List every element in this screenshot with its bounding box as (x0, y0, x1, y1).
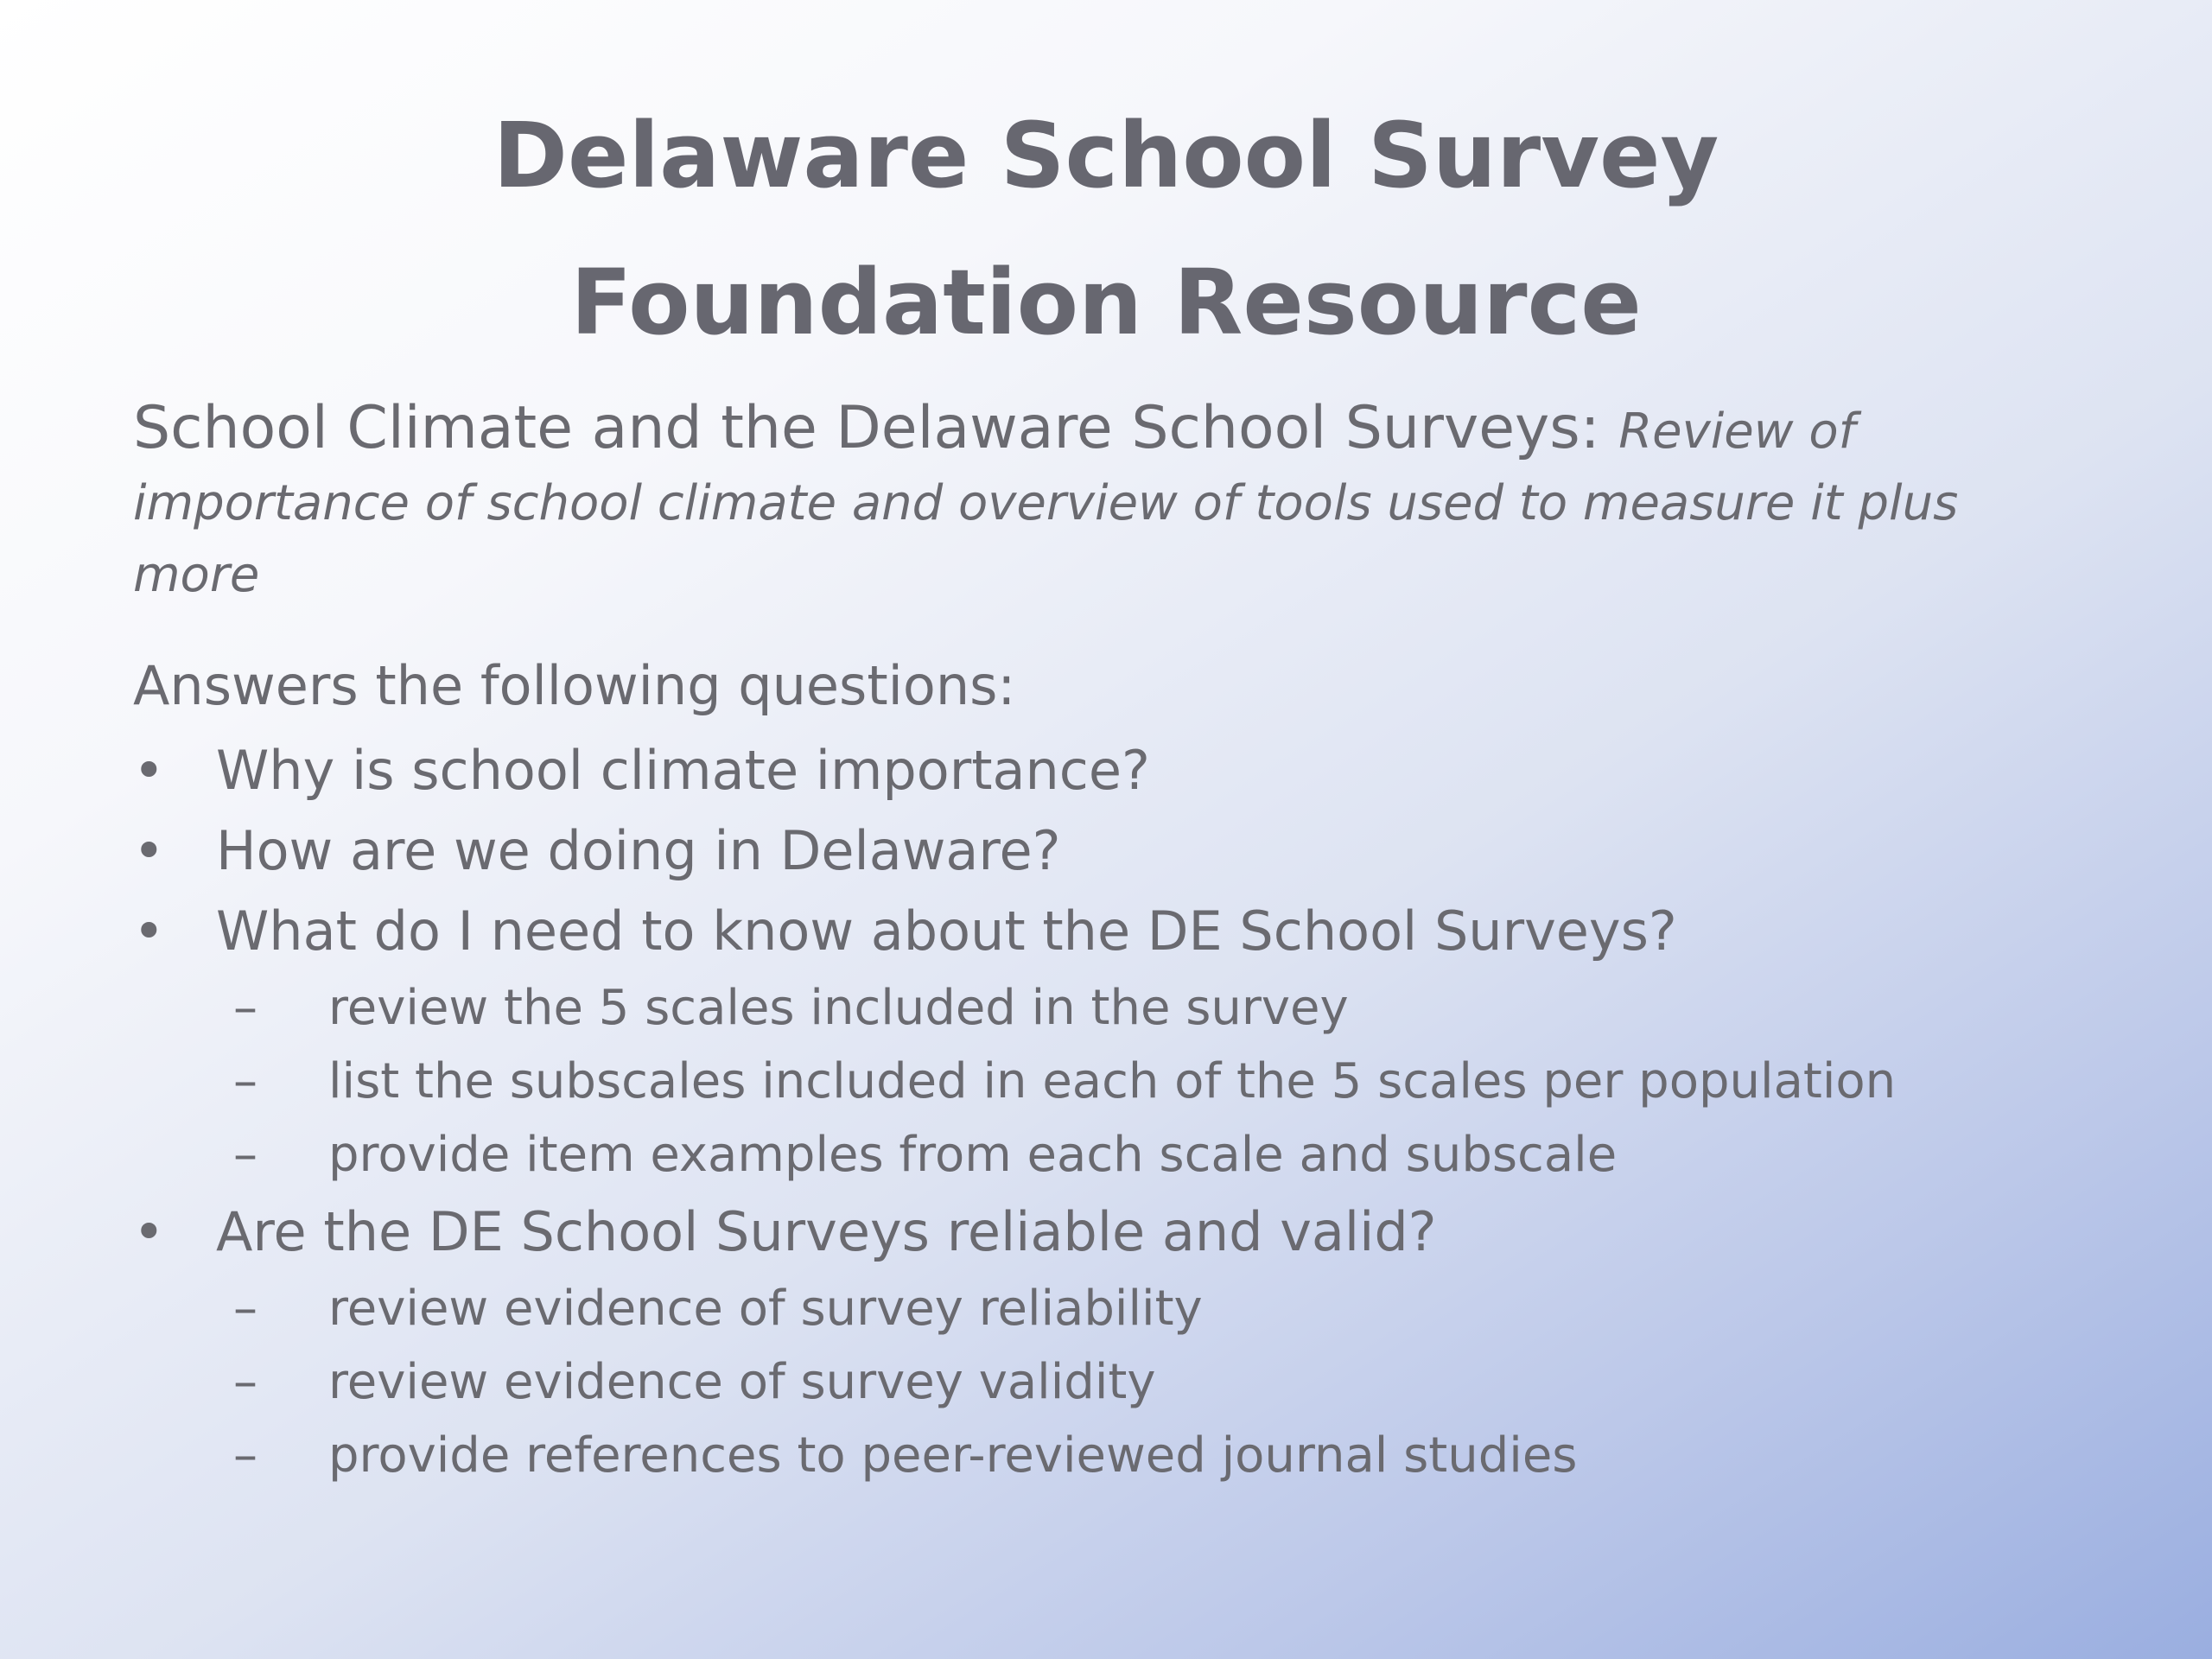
slide-title (0, 82, 2212, 376)
sub-item (233, 1419, 2120, 1492)
question-item (133, 1192, 2120, 1492)
sub-item-text: review evidence of survey reliability (328, 1281, 1203, 1337)
question-item (133, 891, 2120, 1192)
bullet-icon: • (133, 899, 165, 963)
slide-title-line-2: Foundation Resource (570, 250, 1642, 355)
sub-item (233, 1118, 2120, 1192)
sub-item-text: provide item examples from each scale and subscale (328, 1127, 1618, 1183)
dash-icon: – (233, 1053, 257, 1109)
intro-description: Review of importance of school climate and overview of tools used to measure it plus more (133, 404, 1959, 603)
dash-icon: – (233, 1354, 257, 1410)
sub-item-text: review evidence of survey validity (328, 1354, 1156, 1410)
sub-item-text: review the 5 scales included in the survey (328, 980, 1349, 1036)
sub-list (216, 1272, 2120, 1492)
dash-icon: – (233, 980, 257, 1036)
bullet-icon: • (133, 1200, 165, 1263)
questions-list (133, 730, 2120, 1492)
question-text: Are the DE School Surveys reliable and valid? (216, 1200, 1437, 1263)
slide-title-line-1: Delaware School Survey (493, 103, 1719, 208)
sub-item-text: provide references to peer-reviewed journal studies (328, 1427, 1578, 1484)
question-item (133, 810, 2120, 891)
intro-paragraph (133, 393, 2077, 608)
bullet-icon: • (133, 819, 165, 882)
sub-item (233, 1345, 2120, 1419)
answers-heading: Answers the following questions: (133, 654, 1016, 717)
question-text: Why is school climate importance? (216, 739, 1150, 802)
sub-item-text: list the subscales included in each of the 5 scales per population (328, 1053, 1897, 1109)
question-text: What do I need to know about the DE School Surveys? (216, 899, 1677, 963)
bullet-icon: • (133, 739, 165, 802)
dash-icon: – (233, 1427, 257, 1484)
dash-icon: – (233, 1281, 257, 1337)
dash-icon: – (233, 1127, 257, 1183)
question-text: How are we doing in Delaware? (216, 819, 1061, 882)
question-item (133, 730, 2120, 810)
sub-item (233, 1045, 2120, 1118)
sub-list (216, 971, 2120, 1192)
sub-item (233, 971, 2120, 1045)
intro-lead: School Climate and the Delaware School Surveys: (133, 394, 1619, 462)
sub-item (233, 1272, 2120, 1345)
